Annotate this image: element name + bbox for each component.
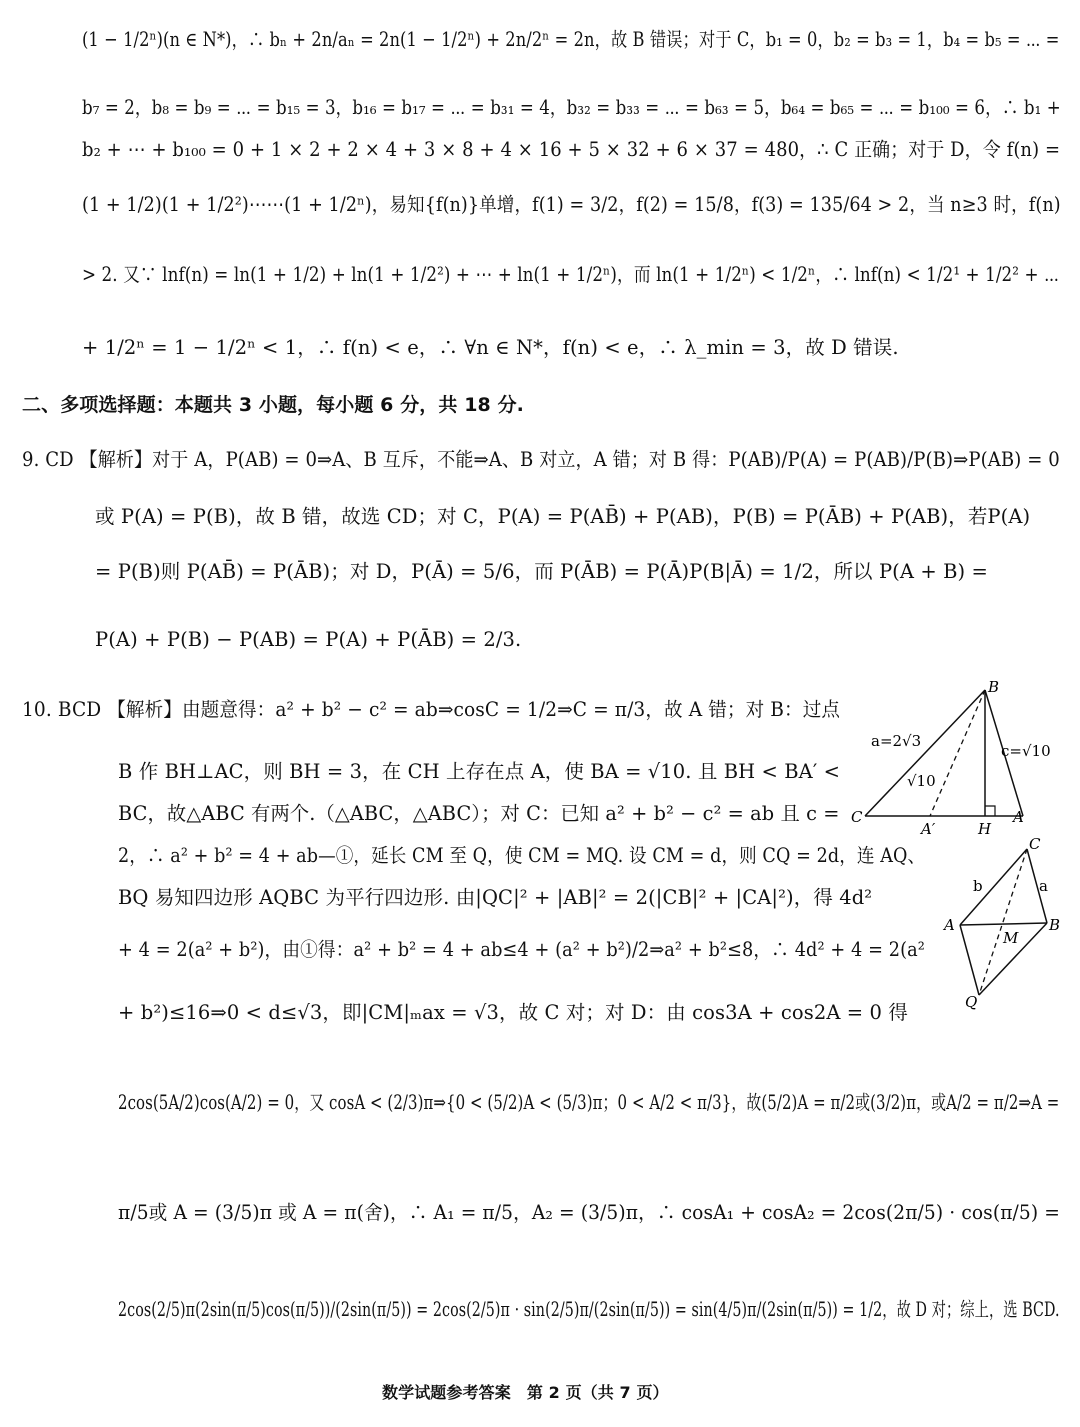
fig2-label-M: M xyxy=(1003,929,1019,947)
section-heading: 二、多项选择题：本题共 3 小题，每小题 6 分，共 18 分. xyxy=(22,394,524,416)
text-line: + 4 = 2(a² + b²)，由①得：a² + b² = 4 + ab≤4 + (a² + b²)/2⇒a² + b²≤8，∴ 4d² + 4 = 2(a² xyxy=(118,938,925,961)
fig1-label-H: H xyxy=(978,820,992,838)
text-line: 10. BCD 【解析】由题意得：a² + b² − c² = ab⇒cosC = 1/2⇒C = π/3，故 A 错；对 B：过点 xyxy=(22,698,841,721)
text-line: > 2. 又∵ lnf(n) = ln(1 + 1/2) + ln(1 + 1/2²) + ⋯ + ln(1 + 1/2ⁿ)，而 ln(1 + 1/2ⁿ) < 1/2ⁿ，∴ lnf(n) < 1/2¹ + 1/2² + ⋯ xyxy=(82,263,1060,286)
edge-AQ xyxy=(960,925,979,995)
edge-AB xyxy=(960,923,1047,925)
fig2-label-a: a xyxy=(1039,877,1048,895)
text-line: π/5或 A = (3/5)π 或 A = π(舍)，∴ A₁ = π/5，A₂ = (3/5)π，∴ cosA₁ + cosA₂ = 2cos(2π/5) · cos(π/5) = xyxy=(118,1201,1061,1224)
fig2-label-C: C xyxy=(1029,835,1041,853)
text-line: (1 − 1/2ⁿ)(n ∈ N*)，∴ bₙ + 2n/aₙ = 2n(1 − 1/2ⁿ) + 2n/2ⁿ = 2n，故 B 错误；对于 C，b₁ = 0，b₂ = b₃ = 1，b₄ = b₅ = ⋯ = xyxy=(82,28,1060,51)
fig1-label-c: c=√10 xyxy=(1001,742,1051,760)
fig1-label-C: C xyxy=(851,808,863,826)
text-line: 2cos(5A/2)cos(A/2) = 0，又 cosA < (2/3)π⇒{0 < (5/2)A < (5/3)π；0 < A/2 < π/3}，故(5/2)A = π/2或(3/2)π，或A/2 = π/2⇒A = xyxy=(118,1091,1060,1114)
text-line: + 1/2ⁿ = 1 − 1/2ⁿ < 1，∴ f(n) < e，∴ ∀n ∈ N*，f(n) < e，∴ λ_min = 3，故 D 错误. xyxy=(82,336,899,359)
fig1-label-B: B xyxy=(988,678,1000,696)
text-line: BC，故△ABC 有两个.（△ABC，△ABC）；对 C：已知 a² + b² − c² = ab 且 c = xyxy=(118,802,840,825)
fig2-label-B: B xyxy=(1049,916,1061,934)
triangle-figure xyxy=(845,678,1065,838)
text-line: (1 + 1/2)(1 + 1/2²)⋯⋯(1 + 1/2ⁿ)，易知{f(n)}单增，f(1) = 3/2，f(2) = 15/8，f(3) = 135/64 > 2，当 n≥3 时，f(n) xyxy=(82,193,1061,216)
fig2-label-Q: Q xyxy=(965,993,978,1011)
text-line: 2cos(2/5)π(2sin(π/5)cos(π/5))/(2sin(π/5)) = 2cos(2/5)π · sin(2/5)π/(2sin(π/5)) = sin(4/5)π/(2sin(π/5)) = 1/2，故 D 对；综上，选 BCD. xyxy=(118,1298,1060,1321)
text-line: P(A) + P(B) − P(AB) = P(A) + P(ĀB) = 2/3. xyxy=(95,628,522,651)
fig1-label-A-prime: A′ xyxy=(921,820,936,838)
dashed-BA-prime xyxy=(930,690,985,816)
page-footer: 数学试题参考答案 第 2 页（共 7 页） xyxy=(382,1383,669,1402)
text-line: + b²)≤16⇒0 < d≤√3，即|CM|ₘax = √3，故 C 对；对 D：由 cos3A + cos2A = 0 得 xyxy=(118,1001,908,1024)
parallelogram-figure xyxy=(935,835,1075,1015)
text-line: 2，∴ a² + b² = 4 + ab—①，延长 CM 至 Q，使 CM = MQ. 设 CM = d，则 CQ = 2d，连 AQ、 xyxy=(118,844,926,867)
text-line: b₂ + ⋯ + b₁₀₀ = 0 + 1 × 2 + 2 × 4 + 3 × 8 + 4 × 16 + 5 × 32 + 6 × 37 = 480，∴ C 正确；对于 D，令 f(n) = xyxy=(82,138,1061,161)
fig1-label-A: A xyxy=(1013,808,1024,826)
dashed-CQ xyxy=(979,849,1027,995)
text-line: = P(B)则 P(AB̄) = P(ĀB)；对 D，P(Ā) = 5/6，而 P(ĀB) = P(Ā)P(B|Ā) = 1/2，所以 P(A + B) = xyxy=(95,560,988,583)
text-line: B 作 BH⊥AC，则 BH = 3，在 CH 上存在点 A，使 BA = √10. 且 BH < BA′ < xyxy=(118,760,841,783)
text-line: b₇ = 2，b₈ = b₉ = ⋯ = b₁₅ = 3，b₁₆ = b₁₇ = ⋯ = b₃₁ = 4，b₃₂ = b₃₃ = ⋯ = b₆₃ = 5，b₆₄ = b₆₅ = ⋯ = b₁₀₀ = 6，∴ b₁ + xyxy=(82,96,1061,119)
fig2-label-b: b xyxy=(973,877,983,895)
right-angle-mark xyxy=(985,806,995,816)
fig1-label-sqrt10: √10 xyxy=(907,772,936,790)
text-line: 或 P(A) = P(B)，故 B 错，故选 CD；对 C，P(A) = P(AB̄) + P(AB)，P(B) = P(ĀB) + P(AB)，若P(A) xyxy=(95,505,1031,528)
fig2-label-A: A xyxy=(944,916,955,934)
edge-AC xyxy=(960,849,1027,925)
edge-CB xyxy=(865,690,985,816)
fig1-label-a: a=2√3 xyxy=(871,732,922,750)
text-line: 9. CD 【解析】对于 A，P(AB) = 0⇒A、B 互斥，不能⇒A、B 对立，A 错；对 B 得：P(AB)/P(A) = P(AB)/P(B)⇒P(AB) = 0 xyxy=(22,448,1060,471)
text-line: BQ 易知四边形 AQBC 为平行四边形. 由|QC|² + |AB|² = 2(|CB|² + |CA|²)，得 4d² xyxy=(118,886,873,909)
